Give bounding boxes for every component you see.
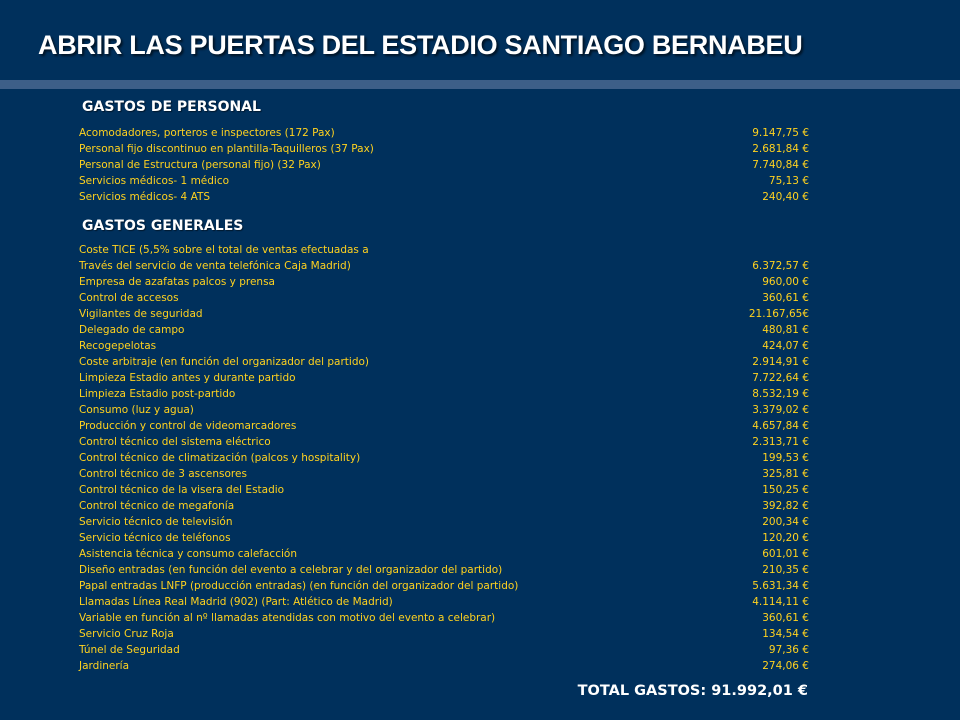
expense-row	[79, 530, 819, 546]
expense-row	[79, 173, 819, 189]
expense-row	[79, 658, 819, 674]
expense-label: Control técnico de climatización (palcos y hospitality)	[79, 452, 361, 464]
expense-row	[79, 242, 819, 258]
expense-label: Coste arbitraje (en función del organizador del partido)	[79, 356, 370, 368]
expense-row	[79, 274, 819, 290]
expense-label: Variable en función al nº llamadas atendidas con motivo del evento a celebrar)	[79, 612, 496, 624]
expense-label: Túnel de Seguridad	[79, 644, 180, 656]
expense-amount: 120,20 €	[762, 532, 809, 544]
expense-amount: 601,01 €	[762, 548, 809, 560]
expense-label: Servicio técnico de teléfonos	[79, 532, 231, 544]
expense-row	[79, 370, 819, 386]
expense-label: Coste TICE (5,5% sobre el total de ventas efectuadas a	[79, 244, 369, 256]
expense-amount: 480,81 €	[762, 324, 809, 336]
expense-row	[79, 642, 819, 658]
expense-row	[79, 322, 819, 338]
expense-amount: 97,36 €	[768, 644, 809, 656]
expense-amount: 360,61 €	[762, 612, 809, 624]
expense-label: Limpieza Estadio antes y durante partido	[79, 372, 296, 384]
expense-amount: 134,54 €	[762, 628, 809, 640]
expense-row	[79, 290, 819, 306]
expense-row	[79, 189, 819, 205]
expense-amount: 2.681,84 €	[752, 143, 809, 155]
expense-row	[79, 482, 819, 498]
expense-label: Control técnico del sistema eléctrico	[79, 436, 271, 448]
expense-label: Producción y control de videomarcadores	[79, 420, 297, 432]
expense-row	[79, 498, 819, 514]
expense-label: Vigilantes de seguridad	[79, 308, 203, 320]
expense-amount: 2.914,91 €	[752, 356, 809, 368]
expense-label: Limpieza Estadio post-partido	[79, 388, 236, 400]
expense-label: Delegado de campo	[79, 324, 185, 336]
expense-row	[79, 258, 819, 274]
expense-row	[79, 338, 819, 354]
expense-row	[79, 626, 819, 642]
expense-label: Recogepelotas	[79, 340, 157, 352]
expense-amount: 2.313,71 €	[752, 436, 809, 448]
expense-amount: 199,53 €	[762, 452, 809, 464]
expense-label: Control técnico de 3 ascensores	[79, 468, 247, 480]
expense-label: Control de accesos	[79, 292, 179, 304]
expense-amount: 6.372,57 €	[752, 260, 809, 272]
expense-row	[79, 125, 819, 141]
expense-row	[79, 402, 819, 418]
title-bar	[0, 0, 960, 80]
expense-label: Servicios médicos- 1 médico	[79, 175, 230, 187]
expense-row	[79, 141, 819, 157]
expense-amount: 392,82 €	[762, 500, 809, 512]
expense-amount: 4.114,11 €	[752, 596, 809, 608]
expense-amount: 7.740,84 €	[752, 159, 809, 171]
expense-label: Diseño entradas (en función del evento a celebrar y del organizador del partido)	[79, 564, 503, 576]
title-divider	[0, 80, 960, 89]
expense-label: Empresa de azafatas palcos y prensa	[79, 276, 275, 288]
expense-amount: 75,13 €	[768, 175, 809, 187]
expense-label: Través del servicio de venta telefónica Caja Madrid)	[79, 260, 351, 272]
section-heading-generales: GASTOS GENERALES	[82, 218, 244, 234]
expense-row	[79, 594, 819, 610]
general-expense-list	[79, 242, 819, 674]
section-heading-personal: GASTOS DE PERSONAL	[82, 99, 261, 115]
expense-amount: 360,61 €	[762, 292, 809, 304]
expense-amount: 8.532,19 €	[752, 388, 809, 400]
expense-amount: 210,35 €	[762, 564, 809, 576]
expense-row	[79, 306, 819, 322]
expense-amount: 21.167,65€	[748, 308, 809, 320]
page-title: ABRIR LAS PUERTAS DEL ESTADIO SANTIAGO BERNABEU	[38, 30, 803, 60]
expense-row	[79, 434, 819, 450]
expense-label: Llamadas Línea Real Madrid (902) (Part: Atlético de Madrid)	[79, 596, 393, 608]
expense-amount: 7.722,64 €	[752, 372, 809, 384]
expense-label: Servicios médicos- 4 ATS	[79, 191, 211, 203]
expense-row	[79, 157, 819, 173]
expense-row	[79, 466, 819, 482]
expense-label: Personal de Estructura (personal fijo) (32 Pax)	[79, 159, 321, 171]
expense-label: Servicio Cruz Roja	[79, 628, 174, 640]
expense-label: Control técnico de megafonía	[79, 500, 235, 512]
expense-amount: 150,25 €	[762, 484, 809, 496]
expense-amount: 424,07 €	[762, 340, 809, 352]
expense-row	[79, 354, 819, 370]
expense-amount: 200,34 €	[762, 516, 809, 528]
expense-amount: 9.147,75 €	[752, 127, 809, 139]
expense-row	[79, 562, 819, 578]
personal-expense-list	[79, 125, 819, 205]
expense-amount: 960,00 €	[762, 276, 809, 288]
expense-amount: 240,40 €	[762, 191, 809, 203]
expense-amount: 325,81 €	[762, 468, 809, 480]
expense-label: Servicio técnico de televisión	[79, 516, 233, 528]
expense-row	[79, 578, 819, 594]
expense-amount: 5.631,34 €	[752, 580, 809, 592]
expense-label: Consumo (luz y agua)	[79, 404, 194, 416]
expense-row	[79, 450, 819, 466]
expense-label: Jardinería	[79, 660, 130, 672]
expense-label: Acomodadores, porteros e inspectores (172 Pax)	[79, 127, 335, 139]
expense-row	[79, 418, 819, 434]
expense-row	[79, 514, 819, 530]
expense-label: Asistencia técnica y consumo calefacción	[79, 548, 297, 560]
expense-amount: 3.379,02 €	[752, 404, 809, 416]
expense-amount: 4.657,84 €	[752, 420, 809, 432]
expense-label: Papal entradas LNFP (producción entradas) (en función del organizador del partido)	[79, 580, 519, 592]
expense-row	[79, 546, 819, 562]
total-expenses: TOTAL GASTOS: 91.992,01 €	[577, 683, 808, 699]
expense-row	[79, 386, 819, 402]
expense-label: Personal fijo discontinuo en plantilla-Taquilleros (37 Pax)	[79, 143, 374, 155]
expense-amount: 274,06 €	[762, 660, 809, 672]
expense-row	[79, 610, 819, 626]
expense-label: Control técnico de la visera del Estadio	[79, 484, 285, 496]
